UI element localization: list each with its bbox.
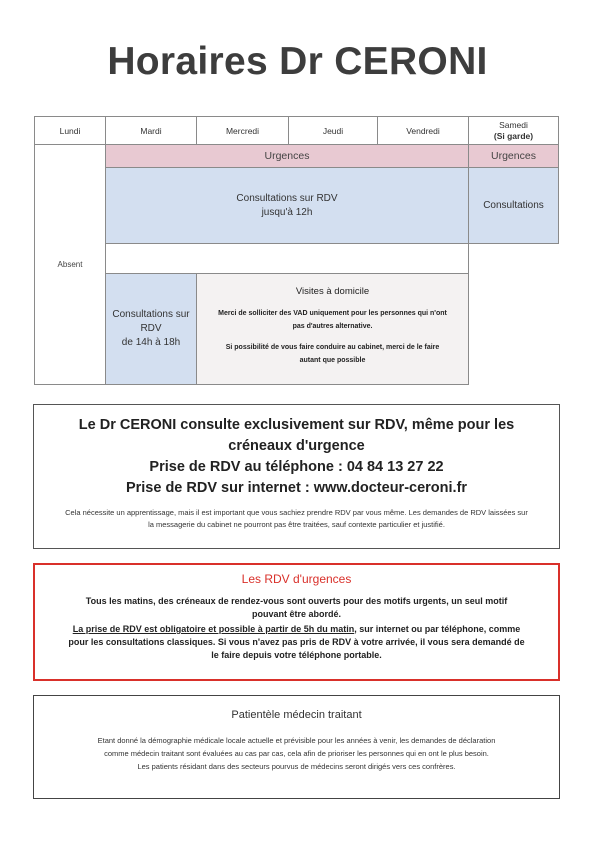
- urgent-p2-rest: , sur internet ou par téléphone, comme: [354, 624, 521, 634]
- consultations-afternoon-cell: [105, 273, 197, 385]
- urgent-title: Les RDV d'urgences: [241, 572, 352, 586]
- patient-line2: comme médecin traitant sont évaluées au cas par cas, cela afin de prioriser les personnes qui en ont le plus besoin.: [104, 749, 489, 758]
- urgent-box: [33, 563, 560, 681]
- info-line2: créneaux d'urgence: [228, 438, 365, 454]
- home-visits-line4: autant que possible: [299, 357, 366, 364]
- patient-line1: Etant donné la démographie médicale locale actuelle et prévisible pour les années à venir, les demandes de déclaration: [97, 736, 496, 745]
- consult-afternoon-line2: RDV: [140, 323, 162, 334]
- absent-cell: Absent: [34, 144, 106, 385]
- home-visits-line3: Si possibilité de vous faire conduire au cabinet, merci de le faire: [225, 344, 440, 351]
- patient-box: [33, 695, 560, 799]
- day-header-mardi: Mardi: [105, 116, 197, 145]
- day-header-lundi: Lundi: [34, 116, 106, 145]
- info-box: [33, 404, 560, 549]
- samedi-label: Samedi: [499, 119, 528, 130]
- urgences-saturday-cell: Urgences: [468, 144, 559, 168]
- urgent-p2-line1: [35, 623, 558, 636]
- home-visits-line1: Merci de solliciter des VAD uniquement pour les personnes qui n'ont: [218, 310, 447, 317]
- si-garde-label: (Si garde): [493, 130, 534, 141]
- day-header-jeudi: Jeudi: [288, 116, 378, 145]
- urgent-p1-line2: pouvant être abordé.: [251, 609, 341, 619]
- patient-line3: Les patients résidant dans des secteurs pourvus de médecins seront dirigés vers ces confrères.: [137, 762, 456, 771]
- info-phone: Prise de RDV au téléphone : 04 84 13 27 22: [149, 459, 444, 475]
- consult-afternoon-line3: de 14h à 18h: [121, 337, 181, 348]
- home-visits-cell: [196, 273, 469, 385]
- day-header-vendredi: Vendredi: [377, 116, 469, 145]
- info-internet: Prise de RDV sur internet : www.docteur-ceroni.fr: [125, 480, 468, 496]
- urgent-p2-line2: pour les consultations classiques. Si vous n'avez pas pris de RDV à votre arrivée, il vous sera demandé de: [68, 637, 525, 647]
- urgent-p2-line3: le faire depuis votre téléphone portable.: [211, 650, 382, 660]
- consult-morning-line2: jusqu'à 12h: [261, 206, 313, 218]
- info-line1: Le Dr CERONI consulte exclusivement sur RDV, même pour les: [78, 417, 515, 433]
- info-note1: Cela nécessite un apprentissage, mais il est important que vous sachiez prendre RDV par vous même. Les demandes de RDV laissées sur: [65, 508, 528, 517]
- page-title: Horaires Dr CERONI: [107, 40, 488, 83]
- consult-morning-line1: Consultations sur RDV: [236, 192, 338, 204]
- day-header-samedi: [468, 116, 559, 145]
- day-header-mercredi: Mercredi: [196, 116, 289, 145]
- consult-afternoon-line1: Consultations sur: [112, 309, 190, 320]
- consultations-saturday-cell: Consultations: [468, 167, 559, 244]
- home-visits-title: Visites à domicile: [295, 286, 370, 297]
- urgent-p1-line1: Tous les matins, des créneaux de rendez-vous sont ouverts pour des motifs urgents, un seul motif: [85, 596, 508, 606]
- urgent-p2-underlined: La prise de RDV est obligatoire et possible à partir de 5h du matin: [72, 624, 355, 634]
- midday-blank-cell: [105, 243, 469, 274]
- patient-title: Patientèle médecin traitant: [231, 709, 362, 721]
- urgences-weekday-cell: Urgences: [105, 144, 469, 168]
- home-visits-line2: pas d'autres alternative.: [292, 323, 373, 330]
- info-note2: la messagerie du cabinet ne pourront pas être traitées, sauf contexte particulier et justifié.: [148, 520, 445, 529]
- consultations-morning-cell: [105, 167, 469, 244]
